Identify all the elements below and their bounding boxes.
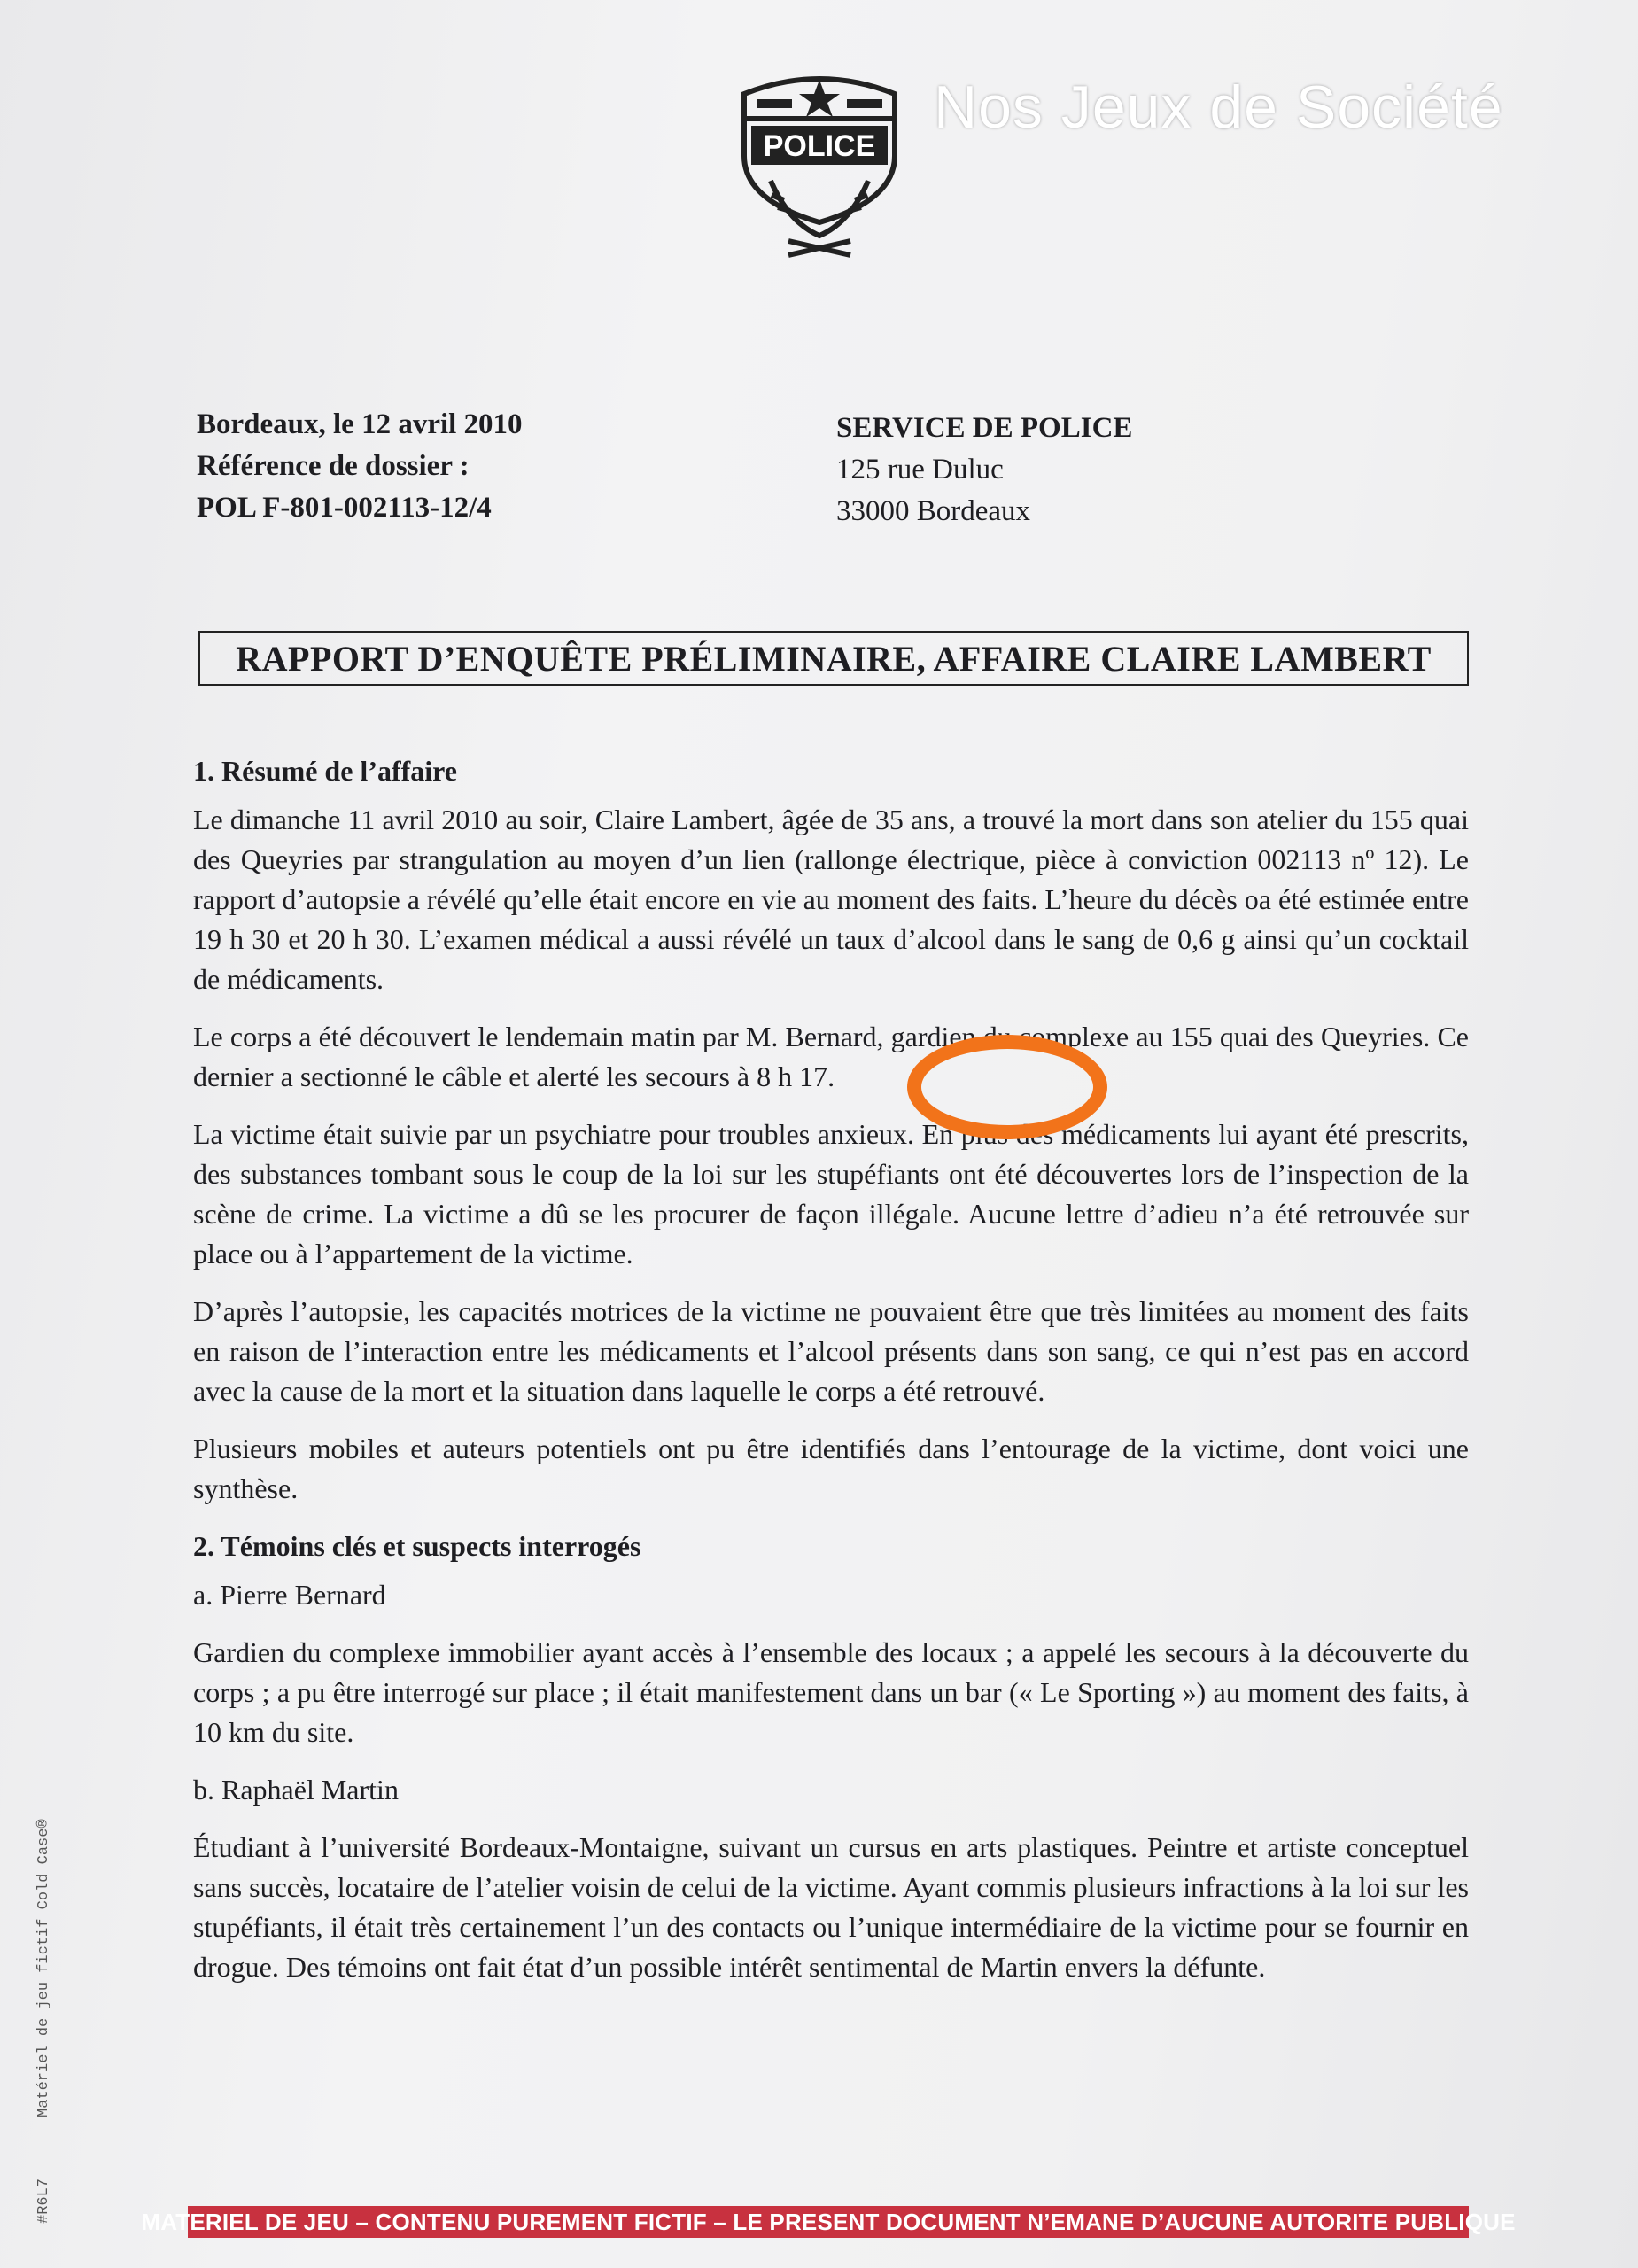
service-city: 33000 Bordeaux xyxy=(836,495,1031,527)
report-title: RAPPORT D’ENQUÊTE PRÉLIMINAIRE, AFFAIRE CLAIRE LAMBERT xyxy=(198,631,1469,686)
report-body xyxy=(193,751,1469,2005)
reference-number: POL F-801-002113-12/4 xyxy=(197,492,492,524)
logo-text: POLICE xyxy=(763,129,876,163)
watermark: Nos Jeux de Société xyxy=(934,74,1503,141)
highlight-circle xyxy=(907,1035,1107,1139)
service-name: SERVICE DE POLICE xyxy=(836,412,1133,444)
place-date: Bordeaux, le 12 avril 2010 xyxy=(197,408,523,440)
paragraph: Le dimanche 11 avril 2010 au soir, Claire Lambert, âgée de 35 ans, a trouvé la mort dans son atelier du 155 quai des Queyries par strangulation au moyen d’un lien (rallonge électrique, pièce à conviction 002113 nº 12). Le rapport d’autopsie a révélé qu’elle était encore en vie au moment des faits. L’heure du décès oa été estimée entre 19 h 30 et 20 h 30. L’examen médical a aussi révélé un taux d’alcool dans le sang de 0,6 g ainsi qu’un cocktail de médicaments. xyxy=(193,804,1469,995)
header-right xyxy=(836,408,1332,532)
paragraph: D’après l’autopsie, les capacités motrices de la victime ne pouvaient être que très limitées au moment des faits en raison de l’interaction entre les médicaments et l’alcool présents dans son sang, ce qui n’est pas en accord avec la cause de la mort et la situation dans laquelle le corps a été retrouvé. xyxy=(193,1295,1469,1407)
header-left xyxy=(197,404,693,529)
side-code: #R6L7 xyxy=(35,2178,52,2224)
paragraph: Plusieurs mobiles et auteurs potentiels ont pu être identifiés dans l’entourage de la victime, dont voici une synthèse. xyxy=(193,1433,1469,1504)
reference-label: Référence de dossier : xyxy=(197,450,470,482)
police-badge-icon xyxy=(735,67,904,262)
paragraph: La victime était suivie par un psychiatre pour troubles anxieux. En plus des médicaments lui ayant été prescrits, des substances tombant sous le coup de la loi sur les stupéfiants ont été découvertes lors de l’inspection de la scène de crime. La victime a dû se les procurer de façon illégale. Aucune lettre d’adieu n’a été retrouvée sur place ou à l’appartement de la victime. xyxy=(193,1118,1469,1270)
footer-disclaimer: MATERIEL DE JEU – CONTENU PUREMENT FICTIF – LE PRESENT DOCUMENT N’EMANE D’AUCUNE AUTORITE PUBLIQUE xyxy=(188,2206,1469,2238)
witness-name: b. Raphaël Martin xyxy=(193,1774,399,1806)
section-1-heading: 1. Résumé de l’affaire xyxy=(193,755,457,787)
section-2-heading: 2. Témoins clés et suspects interrogés xyxy=(193,1530,641,1562)
service-street: 125 rue Duluc xyxy=(836,454,1004,485)
witness-name: a. Pierre Bernard xyxy=(193,1579,386,1611)
side-note: Matériel de jeu fictif Cold Case® xyxy=(35,1819,52,2117)
paragraph: Le corps a été découvert le lendemain matin par M. Bernard, gardien du complexe au 155 quai des Queyries. Ce dernier a sectionné le câble et alerté les secours à 8 h 17. xyxy=(193,1021,1469,1092)
witness-description: Gardien du complexe immobilier ayant accès à l’ensemble des locaux ; a appelé les secours à la découverte du corps ; a pu être interrogé sur place ; il était manifestement dans un bar (« Le Sporting ») au moment des faits, à 10 km du site. xyxy=(193,1636,1469,1748)
witness-description: Étudiant à l’université Bordeaux-Montaigne, suivant un cursus en arts plastiques. Peintre et artiste conceptuel sans succès, locataire de l’atelier voisin de celui de la victime. Ayant commis plusieurs infractions à la loi sur les stupéfiants, il était très certainement l’un des contacts ou l’unique intermédiaire de la victime pour se fournir en drogue. Des témoins ont fait état d’un possible intérêt sentimental de Martin envers la défunte. xyxy=(193,1831,1469,1983)
